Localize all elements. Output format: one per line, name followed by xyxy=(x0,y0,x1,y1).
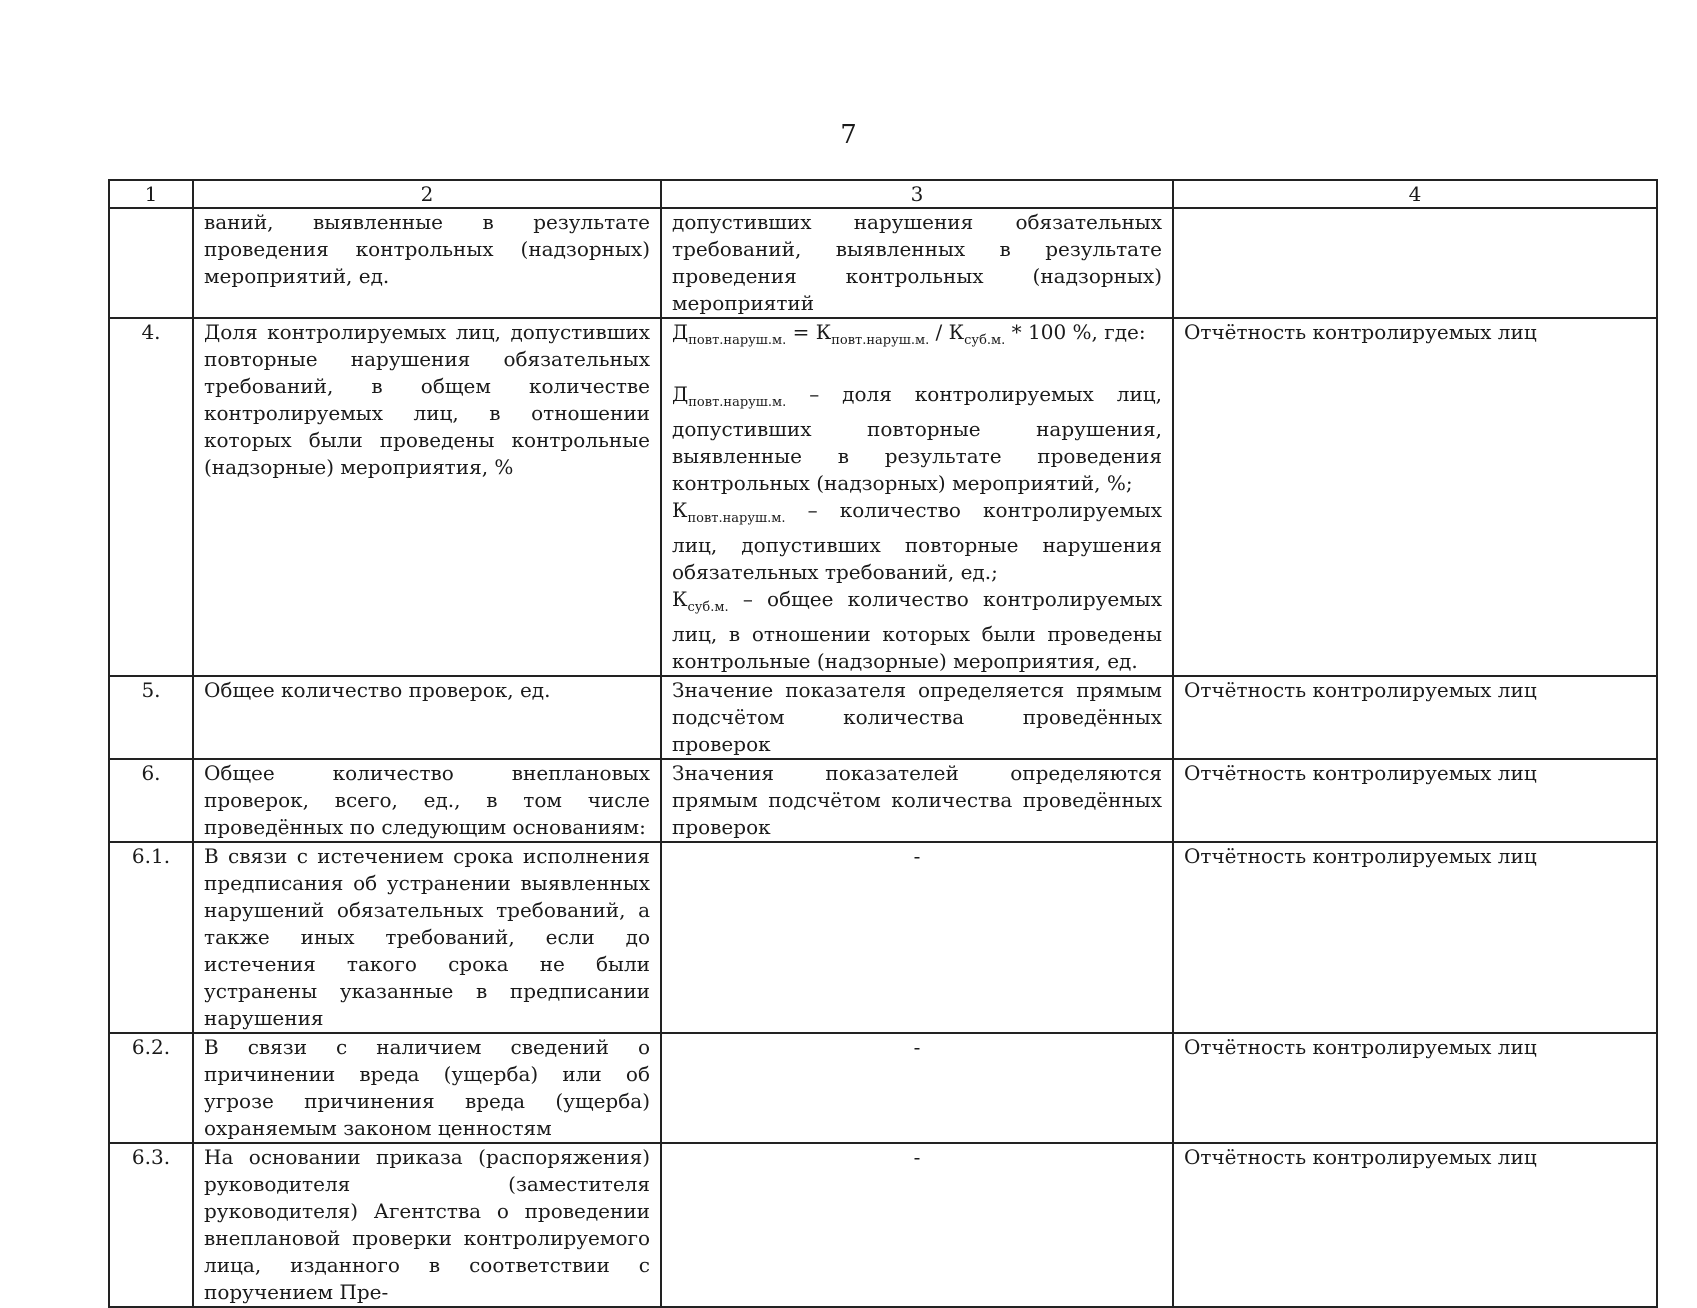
calculation-method: - xyxy=(661,1143,1173,1307)
header-col-2: 2 xyxy=(193,180,661,208)
indicator-description: Общее количество внеплановых проверок, всего, ед., в том числе проведённых по следующим основаниям: xyxy=(193,759,661,842)
formula-line: $Д_{повт.наруш.м.} = К_{повт.наруш.м.} / К_{суб.м.} * 100$ %, где: xyxy=(672,320,1146,348)
indicator-description: В связи с истечением срока исполнения предписания об устранении выявленных нарушений обязательных требований, а также иных требований, если до истечения такого срока не были устранены указанные в предписании нарушения xyxy=(193,842,661,1033)
indicators-table xyxy=(108,179,1658,1308)
table-header-row xyxy=(109,180,1657,208)
row-number: 6. xyxy=(109,759,193,842)
row-number: 6.3. xyxy=(109,1143,193,1307)
indicator-description: ваний, выявленные в результате проведения контрольных (надзорных) мероприятий, ед. xyxy=(193,208,661,318)
calculation-method: Значение показателя определяется прямым подсчётом количества проведённых проверок xyxy=(661,676,1173,759)
table-row-6-2 xyxy=(109,1033,1657,1143)
calculation-method: Значения показателей определяются прямым подсчётом количества проведённых проверок xyxy=(661,759,1173,842)
formula-definition-d: $Д_{повт.наруш.м.}$ – доля контролируемых лиц, допустивших повторные нарушения, выявленные в результате проведения контрольных (надзорных) мероприятий, %; xyxy=(672,382,1162,495)
table-row-6-3 xyxy=(109,1143,1657,1307)
table-row-6 xyxy=(109,759,1657,842)
row-number: 4. xyxy=(109,318,193,676)
data-source: Отчётность контролируемых лиц xyxy=(1173,759,1657,842)
data-source: Отчётность контролируемых лиц xyxy=(1173,842,1657,1033)
indicator-description: На основании приказа (распоряжения) руководителя (заместителя руководителя) Агентства о проведении внеплановой проверки контролируемого лица, изданного в соответствии с поручением Пре- xyxy=(193,1143,661,1307)
data-source: Отчётность контролируемых лиц xyxy=(1173,1033,1657,1143)
calculation-method: - xyxy=(661,1033,1173,1143)
indicator-description: В связи с наличием сведений о причинении вреда (ущерба) или об угрозе причинения вреда (ущерба) охраняемым законом ценностям xyxy=(193,1033,661,1143)
header-col-4: 4 xyxy=(1173,180,1657,208)
calculation-method xyxy=(661,318,1173,676)
data-source: Отчётность контролируемых лиц xyxy=(1173,1143,1657,1307)
formula-definition-k-repeat: $К_{повт.наруш.м.}$ – количество контролируемых лиц, допустивших повторные нарушения обязательных требований, ед.; xyxy=(672,498,1162,584)
data-source: Отчётность контролируемых лиц xyxy=(1173,318,1657,676)
indicator-description: Общее количество проверок, ед. xyxy=(193,676,661,759)
page-number: 7 xyxy=(840,120,857,150)
table-row-5 xyxy=(109,676,1657,759)
row-number xyxy=(109,208,193,318)
table-row-4 xyxy=(109,318,1657,676)
table-row-continuation xyxy=(109,208,1657,318)
calculation-method: допустивших нарушения обязательных требований, выявленных в результате проведения контрольных (надзорных) мероприятий xyxy=(661,208,1173,318)
indicator-description: Доля контролируемых лиц, допустивших повторные нарушения обязательных требований, в общем количестве контролируемых лиц, в отношении которых были проведены контрольные (надзорные) мероприятия, % xyxy=(193,318,661,676)
header-col-3: 3 xyxy=(661,180,1173,208)
table-row-6-1 xyxy=(109,842,1657,1033)
row-number: 5. xyxy=(109,676,193,759)
row-number: 6.2. xyxy=(109,1033,193,1143)
data-source: Отчётность контролируемых лиц xyxy=(1173,676,1657,759)
calculation-method: - xyxy=(661,842,1173,1033)
row-number: 6.1. xyxy=(109,842,193,1033)
formula-definition-k-total: $К_{суб.м.}$ – общее количество контролируемых лиц, в отношении которых были проведены контрольные (надзорные) мероприятия, ед. xyxy=(672,587,1162,673)
data-source xyxy=(1173,208,1657,318)
header-col-1: 1 xyxy=(109,180,193,208)
